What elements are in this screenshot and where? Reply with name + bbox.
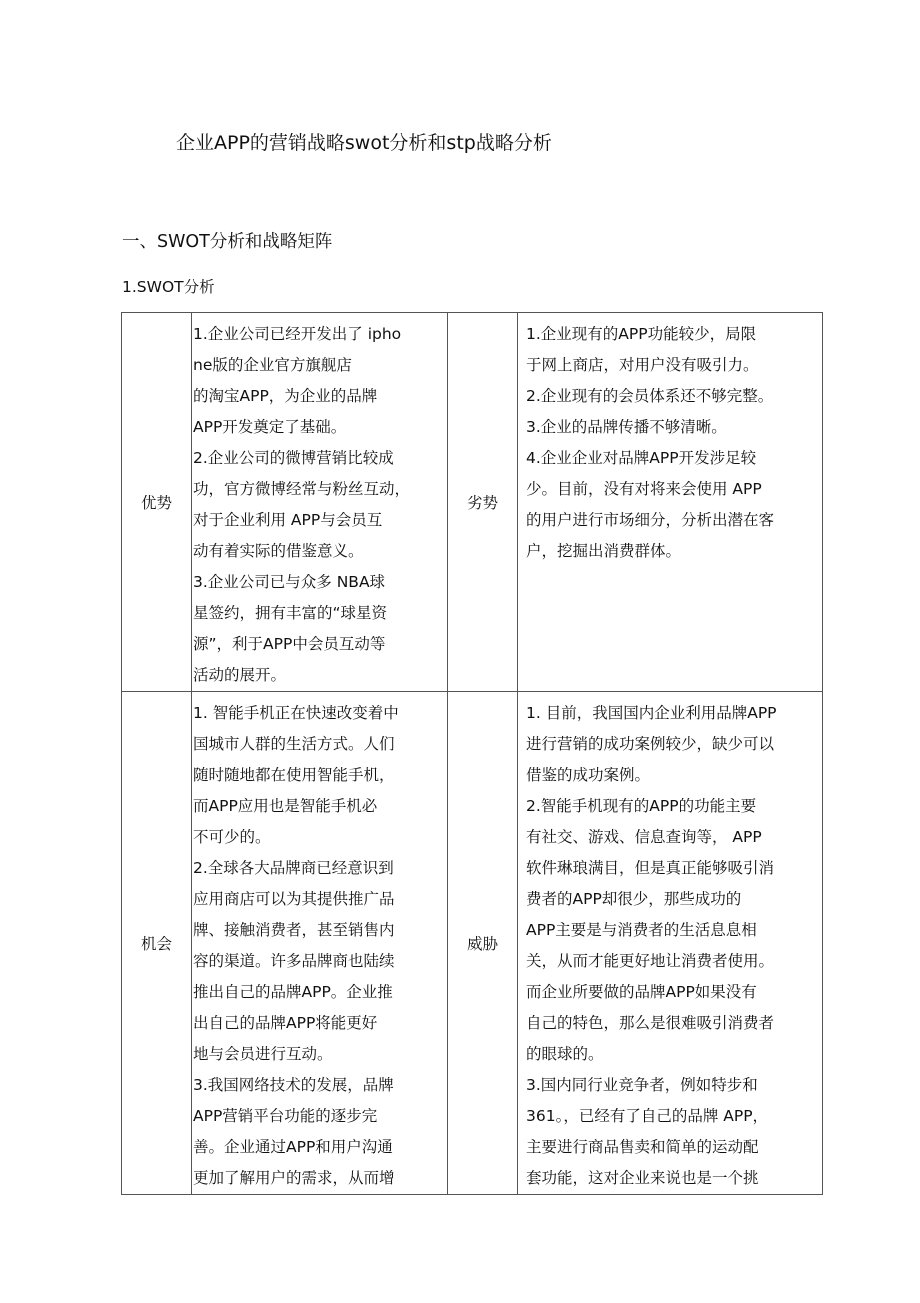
text-line: 1.企业现有的APP功能较少，局限 xyxy=(526,325,757,343)
text-line: APP主要是与消费者的生活息息相 xyxy=(526,921,757,939)
text-line: 牌、接触消费者，甚至销售内 xyxy=(193,921,395,939)
text-line: 进行营销的成功案例较少，缺少可以 xyxy=(526,735,775,753)
text-line: 地与会员进行互动。 xyxy=(193,1045,333,1063)
text-line: 动有着实际的借鉴意义。 xyxy=(193,542,364,560)
text-line: 的淘宝APP，为企业的品牌 xyxy=(193,387,378,405)
text-line: 套功能，这对企业来说也是一个挑 xyxy=(526,1169,759,1187)
text-line: 随时随地都在使用智能手机， xyxy=(193,766,395,784)
text-line: 国城市人群的生活方式。人们 xyxy=(193,735,395,753)
text-line: 户，挖掘出消费群体。 xyxy=(526,542,682,560)
text-line: 2.企业现有的会员体系还不够完整。 xyxy=(526,387,774,405)
text-line: 3.企业公司已与众多 NBA球 xyxy=(193,573,386,591)
weaknesses-text xyxy=(518,313,823,692)
text-line: 软件琳琅满目，但是真正能够吸引消 xyxy=(526,859,775,877)
text-line: 推出自己的品牌APP。企业推 xyxy=(193,983,393,1001)
text-line: 源”，利于APP中会员互动等 xyxy=(193,635,386,653)
text-line: APP开发奠定了基础。 xyxy=(193,418,347,436)
text-line: 3.国内同行业竞争者，例如特步和 xyxy=(526,1076,758,1094)
section-heading: 一、SWOT分析和战略矩阵 xyxy=(122,232,333,252)
text-line: 2.智能手机现有的APP的功能主要 xyxy=(526,797,757,815)
opportunities-label: 机会 xyxy=(122,692,192,1195)
text-line: 关，从而才能更好地让消费者使用。 xyxy=(526,952,775,970)
text-line: 出自己的品牌APP将能更好 xyxy=(193,1014,378,1032)
text-line: 功，官方微博经常与粉丝互动， xyxy=(193,480,411,498)
text-line: 少。目前，没有对将来会使用 APP xyxy=(526,480,762,498)
text-line: 善。企业通过APP和用户沟通 xyxy=(193,1138,393,1156)
text-line: 1. 智能手机正在快速改变着中 xyxy=(193,704,399,722)
sub-heading: 1.SWOT分析 xyxy=(122,278,215,296)
text-line: 1.企业公司已经开发出了 ipho xyxy=(193,325,402,343)
text-line: 主要进行商品售卖和简单的运动配 xyxy=(526,1138,759,1156)
text-line: 更加了解用户的需求，从而增 xyxy=(193,1169,395,1187)
strengths-text xyxy=(192,313,448,692)
text-line: 而APP应用也是智能手机必 xyxy=(193,797,378,815)
threats-text xyxy=(518,692,823,1195)
text-line: 容的渠道。许多品牌商也陆续 xyxy=(193,952,395,970)
weaknesses-label: 劣势 xyxy=(448,313,518,692)
text-line: 2.全球各大品牌商已经意识到 xyxy=(193,859,394,877)
swot-table xyxy=(121,312,823,1195)
text-line: 不可少的。 xyxy=(193,828,271,846)
text-line: APP营销平台功能的逐步完 xyxy=(193,1107,378,1125)
text-line: 费者的APP却很少，那些成功的 xyxy=(526,890,742,908)
opportunities-text xyxy=(192,692,448,1195)
text-line: 星签约，拥有丰富的“球星资 xyxy=(193,604,388,622)
text-line: 3.企业的品牌传播不够清晰。 xyxy=(526,418,727,436)
text-line: 4.企业企业对品牌APP开发涉足较 xyxy=(526,449,757,467)
text-line: 于网上商店，对用户没有吸引力。 xyxy=(526,356,759,374)
threats-label: 威胁 xyxy=(448,692,518,1195)
text-line: 应用商店可以为其提供推广品 xyxy=(193,890,395,908)
text-line: 的用户进行市场细分，分析出潜在客 xyxy=(526,511,775,529)
text-line: 借鉴的成功案例。 xyxy=(526,766,651,784)
text-line: 3.我国网络技术的发展，品牌 xyxy=(193,1076,394,1094)
text-line: ne版的企业官方旗舰店 xyxy=(193,356,352,374)
text-line: 而企业所要做的品牌APP如果没有 xyxy=(526,983,757,1001)
text-line: 1. 目前，我国国内企业利用品牌APP xyxy=(526,704,777,722)
text-line: 自己的特色，那么是很难吸引消费者 xyxy=(526,1014,775,1032)
document-title: 企业APP的营销战略swot分析和stp战略分析 xyxy=(176,132,552,154)
text-line: 对于企业利用 APP与会员互 xyxy=(193,511,383,529)
table-row xyxy=(122,692,823,1195)
text-line: 361。，已经有了自己的品牌 APP， xyxy=(526,1107,769,1125)
text-line: 活动的展开。 xyxy=(193,666,287,684)
table-row xyxy=(122,313,823,692)
text-line: 2.企业公司的微博营销比较成 xyxy=(193,449,394,467)
strengths-label: 优势 xyxy=(122,313,192,692)
text-line: 的眼球的。 xyxy=(526,1045,604,1063)
text-line: 有社交、游戏、信息查询等， APP xyxy=(526,828,762,846)
